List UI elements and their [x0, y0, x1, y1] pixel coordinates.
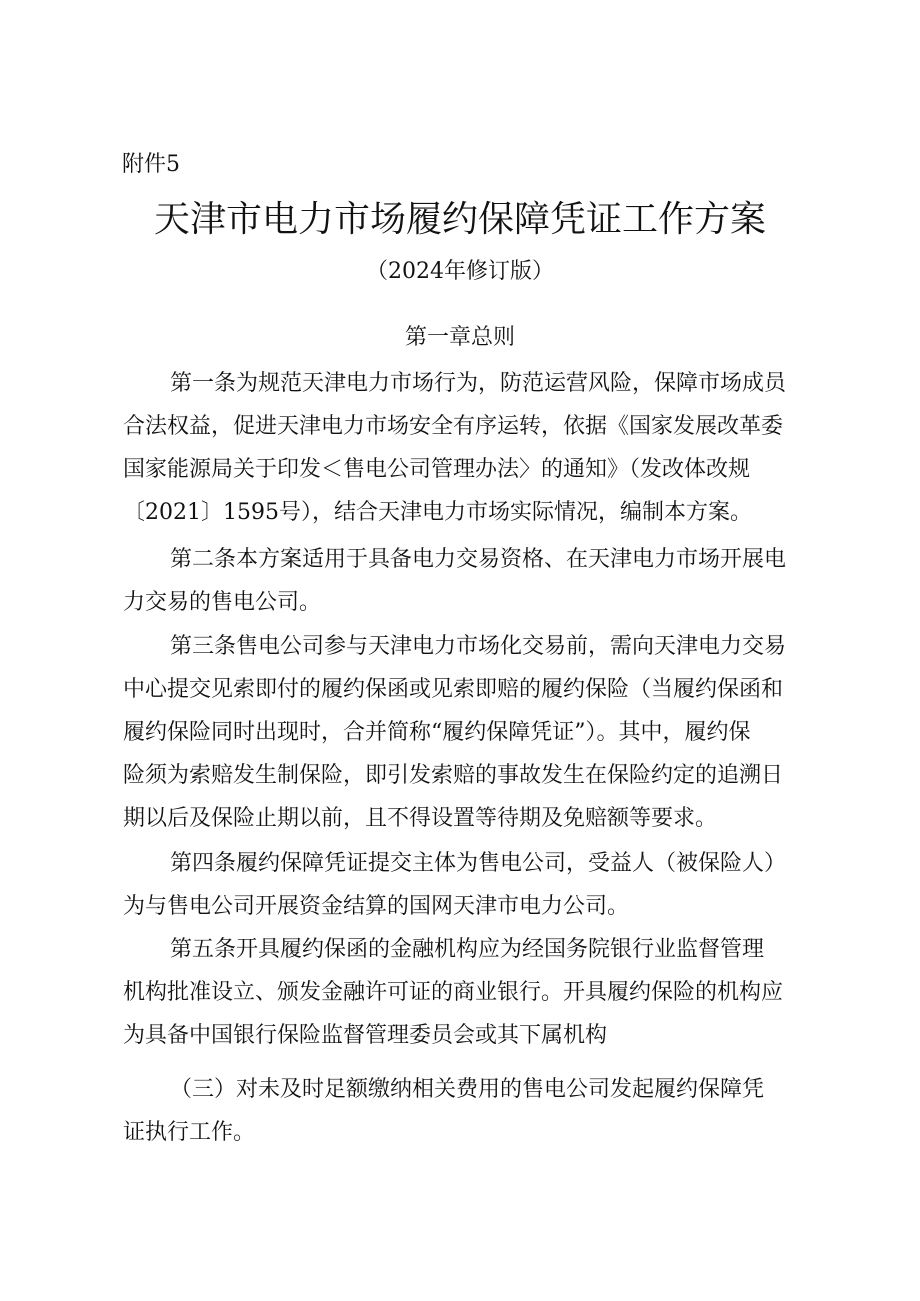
chapter-heading: 第一章总则: [404, 325, 515, 350]
article-3-line-3: 履约保险同时出现时，合并简称“履约保障凭证”）。其中，履约保: [123, 720, 751, 745]
clause-3-line-2: 证执行工作。: [123, 1120, 256, 1145]
article-3-line-4: 险须为索赔发生制保险，即引发索赔的事故发生在保险约定的追溯日: [123, 763, 784, 788]
article-2-line-2: 力交易的售电公司。: [123, 590, 322, 615]
article-4-line-1: 第四条履约保障凭证提交主体为售电公司，受益人（被保险人）: [170, 851, 787, 876]
article-3-line-1: 第三条售电公司参与天津电力市场化交易前，需向天津电力交易: [170, 634, 787, 659]
article-1-line-3: 国家能源局关于印发＜售电公司管理办法〉的通知》（发改体改规: [123, 457, 751, 482]
article-1-line-1: 第一条为规范天津电力市场行为，防范运营风险，保障市场成员: [170, 371, 787, 396]
article-5-line-3: 为具备中国银行保险监督管理委员会或其下属机构: [123, 1023, 608, 1048]
document-subtitle: （2024年修订版）: [366, 259, 554, 284]
document-title: 天津市电力市场履约保障凭证工作方案: [153, 199, 766, 240]
article-1-line-2: 合法权益，促进天津电力市场安全有序运转，依据《国家发展改革委: [123, 414, 784, 439]
article-2-line-1: 第二条本方案适用于具备电力交易资格、在天津电力市场开展电: [170, 547, 787, 572]
article-3-line-2: 中心提交见索即付的履约保函或见索即赔的履约保险（当履约保函和: [123, 677, 784, 702]
article-5-line-2: 机构批准设立、颁发金融许可证的商业银行。开具履约保险的机构应: [123, 980, 784, 1005]
article-4-line-2: 为与售电公司开展资金结算的国网天津市电力公司。: [123, 894, 630, 919]
article-3-line-5: 期以后及保险止期以前，且不得设置等待期及免赔额等要求。: [123, 806, 718, 831]
article-5-line-1: 第五条开具履约保函的金融机构应为经国务院银行业监督管理: [170, 937, 765, 962]
clause-3-line-1: （三）对未及时足额缴纳相关费用的售电公司发起履约保障凭: [170, 1077, 765, 1102]
attachment-label: 附件5: [122, 152, 180, 177]
article-1-line-4: 〔2021〕1595号），结合天津电力市场实际情况，编制本方案。: [123, 500, 752, 525]
